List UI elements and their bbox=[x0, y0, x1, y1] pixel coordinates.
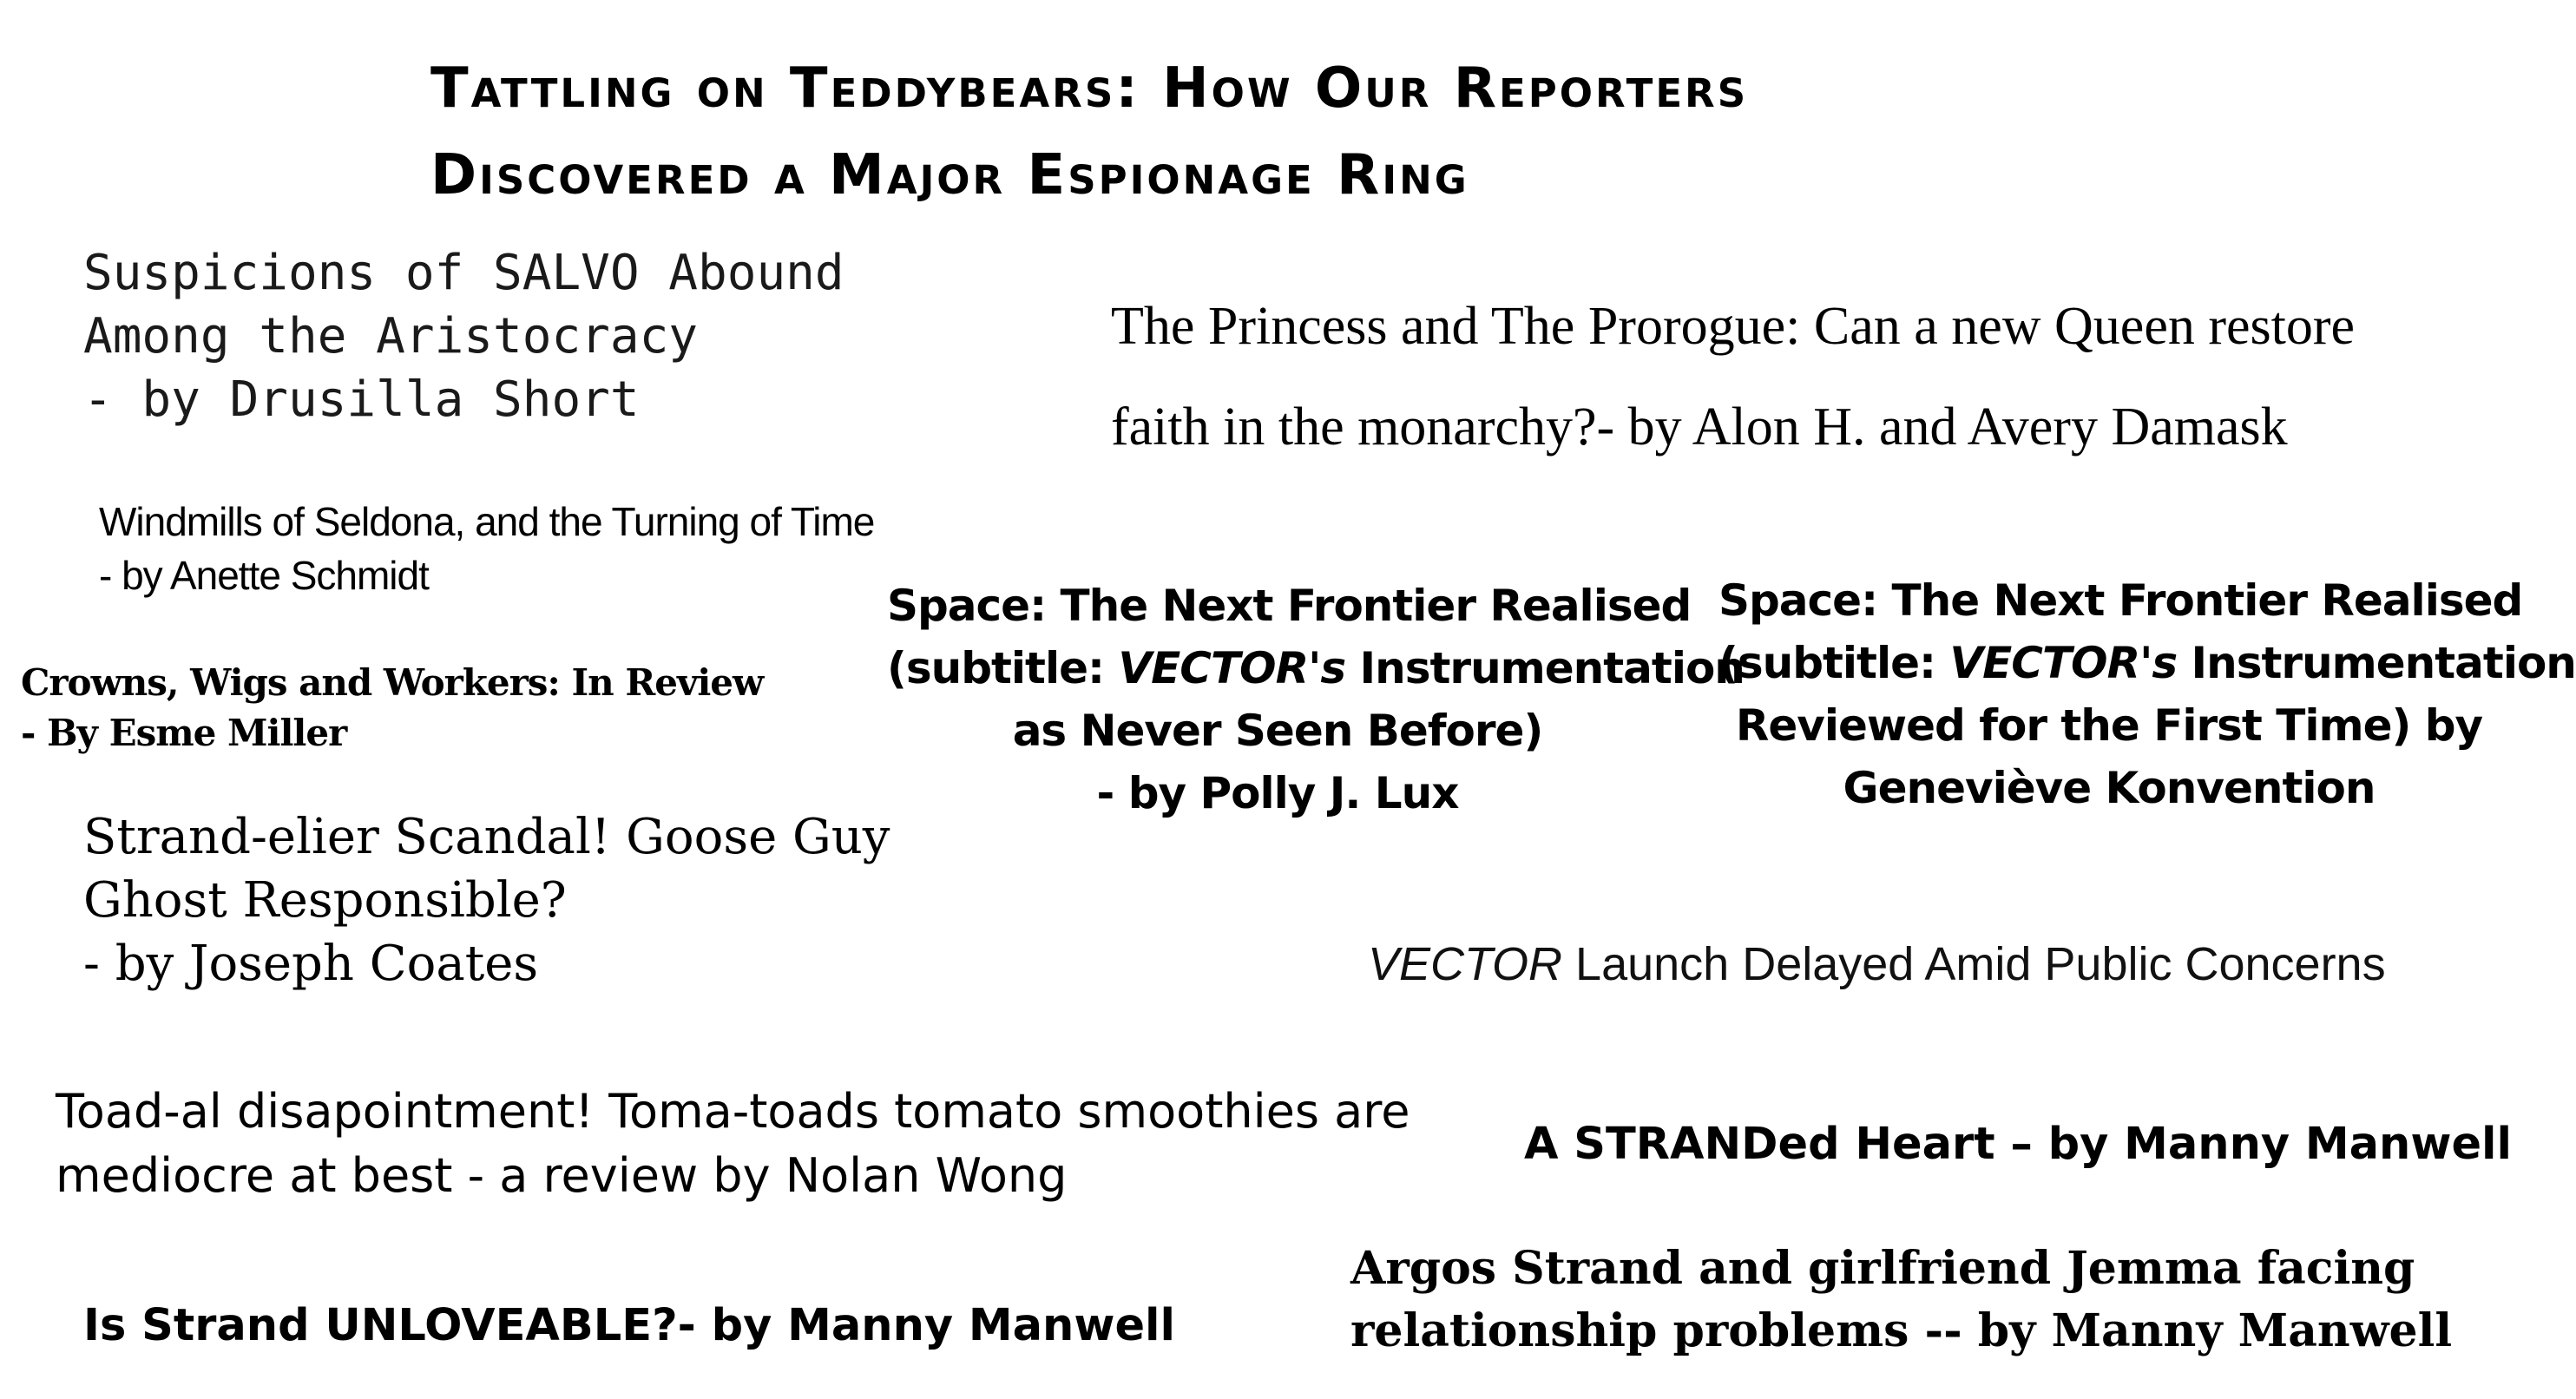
headline-line: Suspicions of SALVO Abound bbox=[83, 245, 844, 301]
headline-stranded-heart bbox=[1524, 1116, 2512, 1173]
subtitle-suffix: Instrumentation bbox=[1345, 643, 1745, 693]
byline: - by Anette Schmidt bbox=[99, 553, 429, 598]
headline-line: mediocre at best - a review by Nolan Wong bbox=[56, 1148, 1068, 1203]
vector-italic: VECTOR's bbox=[1949, 638, 2178, 688]
headline-space-genevieve bbox=[1718, 569, 2576, 819]
headline-toad-al bbox=[56, 1080, 1410, 1208]
headline-line: Toad-al disapointment! Toma-toads tomato smoothies are bbox=[56, 1084, 1410, 1139]
vector-italic: VECTOR's bbox=[1118, 643, 1346, 693]
subtitle-suffix: Instrumentation bbox=[2177, 638, 2576, 688]
headline-line: A STRANDed Heart – by Manny Manwell bbox=[1524, 1119, 2513, 1170]
headline-line: Strand-elier Scandal! Goose Guy bbox=[83, 809, 890, 865]
headline-space-polly bbox=[887, 575, 1745, 824]
headline-windmills bbox=[99, 495, 874, 602]
headline-line bbox=[887, 637, 1745, 700]
title-line-2: Discovered a Major Espionage Ring bbox=[430, 143, 1469, 207]
headline-princess-prorogue bbox=[1111, 276, 2355, 477]
headline-line: Among the Aristocracy bbox=[83, 308, 699, 365]
vector-italic: VECTOR bbox=[1368, 938, 1563, 990]
headline-line: Space: The Next Frontier Realised bbox=[1718, 575, 2523, 626]
headline-line: Crowns, Wigs and Workers: In Review bbox=[21, 661, 764, 704]
headline-line: The Princess and The Prorogue: Can a new Queen restore bbox=[1111, 297, 2356, 356]
byline: - by Joseph Coates bbox=[83, 936, 539, 992]
headline-vector-launch bbox=[1368, 936, 2386, 993]
page-title bbox=[430, 45, 1748, 219]
subtitle-prefix: (subtitle: bbox=[1718, 638, 1950, 688]
headline-crowns-wigs bbox=[21, 658, 763, 759]
headline-line: Ghost Responsible? bbox=[83, 872, 567, 929]
headline-line: faith in the monarchy?- by Alon H. and Avery Damask bbox=[1111, 397, 2288, 456]
headline-rest: Launch Delayed Amid Public Concerns bbox=[1562, 938, 2386, 990]
title-line-1: Tattling on Teddybears: How Our Reporters bbox=[430, 56, 1749, 121]
byline: Geneviève Konvention bbox=[1843, 763, 2376, 813]
byline: - By Esme Miller bbox=[21, 712, 347, 754]
byline: - by Drusilla Short bbox=[83, 371, 640, 428]
subtitle-prefix: (subtitle: bbox=[887, 643, 1119, 693]
headline-line bbox=[1368, 936, 2386, 993]
headline-unloveable bbox=[83, 1297, 1175, 1356]
headline-line: Space: The Next Frontier Realised bbox=[887, 581, 1692, 631]
headline-line: as Never Seen Before) bbox=[1012, 706, 1543, 756]
headline-line: relationship problems -- by Manny Manwell bbox=[1350, 1304, 2453, 1357]
headline-line: Windmills of Seldona, and the Turning of Time bbox=[99, 499, 875, 544]
headline-line bbox=[1718, 632, 2576, 694]
headline-line: Is Strand UNLOVEABLE?- by Manny Manwell bbox=[83, 1300, 1176, 1351]
byline: - by Polly J. Lux bbox=[1096, 768, 1459, 818]
headline-argos-strand bbox=[1350, 1238, 2452, 1363]
headline-line: Reviewed for the First Time) by bbox=[1735, 700, 2483, 751]
headline-salvo bbox=[83, 241, 844, 431]
headline-line: Argos Strand and girlfriend Jemma facing bbox=[1350, 1242, 2415, 1295]
headline-strandelier bbox=[83, 805, 890, 995]
